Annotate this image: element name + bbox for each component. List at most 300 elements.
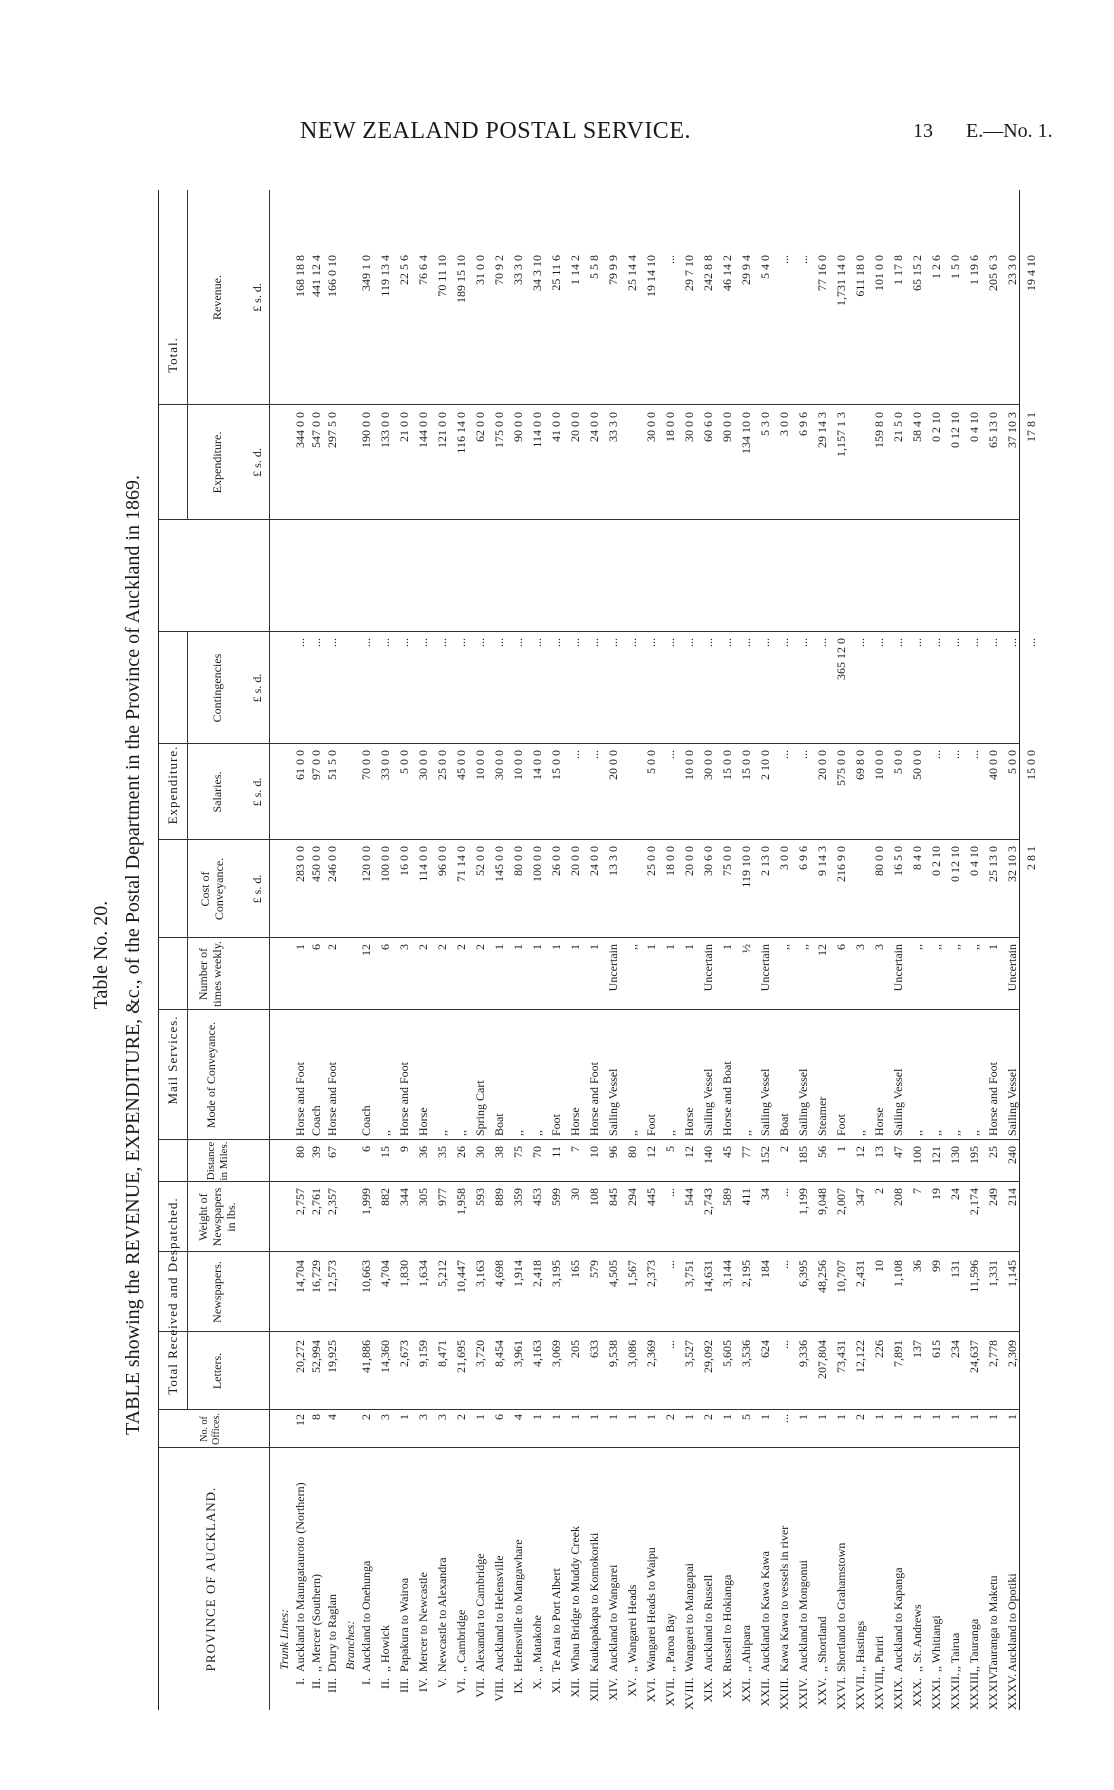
cell-mode: Horse and Boat: [720, 1061, 734, 1136]
cell-times: Uncertain: [1005, 944, 1019, 992]
cell-mode: Sailing Vessel: [758, 1068, 772, 1136]
cell-route: ,, Cambridge: [454, 1609, 468, 1672]
cell-times: 1: [492, 944, 506, 950]
cell-sal: 10 0 0: [473, 750, 487, 780]
cell-dist: 12: [644, 1146, 658, 1158]
cell-exp: 24 0 0: [587, 412, 601, 442]
cell-exp: 159 8 0: [872, 412, 886, 448]
cell-news: 1,145: [1005, 1260, 1019, 1287]
cell-sal: 14 0 0: [530, 750, 544, 780]
cell-let: 8,454: [492, 1340, 506, 1367]
cell-rev: 1 19 6: [967, 255, 981, 285]
newspapers-header: Newspapers.: [210, 1261, 224, 1323]
cell-n: XII.: [568, 1678, 582, 1698]
cell-cont: ...: [739, 638, 753, 647]
cell-exp: 33 3 0: [606, 412, 620, 442]
cell-off: 1: [815, 1414, 829, 1420]
cell-rev: 25 14 4: [625, 255, 639, 291]
table-row: [948, 190, 963, 1710]
table-row: [511, 190, 526, 1710]
cell-off: 2: [359, 1414, 373, 1420]
cell-sal: 70 0 0: [359, 750, 373, 780]
cell-wt: 411: [739, 1188, 753, 1206]
expenditure-group-header: Expenditure.: [165, 745, 180, 825]
cell-mode: Foot: [834, 1113, 848, 1136]
cell-rev: 76 6 4: [416, 255, 430, 285]
cell-exp: 21 5 0: [891, 412, 905, 442]
table-row: [530, 190, 545, 1710]
cell-route: ,, Mercer (Southern): [309, 1574, 323, 1672]
cell-off: 1: [530, 1414, 544, 1420]
table-row: [701, 190, 716, 1710]
cell-cost: 100 0 0: [378, 846, 392, 882]
cell-sal: 25 0 0: [435, 750, 449, 780]
cell-wt: 453: [530, 1188, 544, 1206]
page-number: 13: [913, 120, 933, 142]
expenditure-header: Expenditure.: [210, 431, 224, 494]
cell-wt: 359: [511, 1188, 525, 1206]
cell-route: Wangarei to Mangapai: [682, 1563, 696, 1672]
cell-exp: 6 9 6: [796, 412, 810, 436]
cell-exp: 134 10 0: [739, 412, 753, 454]
cell-cont: ...: [473, 638, 487, 647]
cell-off: 1: [625, 1414, 639, 1420]
cell-let: 226: [872, 1340, 886, 1358]
cell-wt: 294: [625, 1188, 639, 1206]
cell-times: 1: [986, 944, 1000, 950]
cell-mode: Horse: [682, 1107, 696, 1136]
cell-dist: 75: [511, 1146, 525, 1158]
cell-sal: ...: [948, 750, 962, 759]
cell-off: 1: [644, 1414, 658, 1420]
cell-rev: 23 3 0: [1005, 255, 1019, 285]
cell-news: 2,418: [530, 1260, 544, 1287]
cell-dist: 10: [587, 1146, 601, 1158]
cell-n: III.: [397, 1678, 411, 1693]
cell-sal: 15 0 0: [720, 750, 734, 780]
cell-cont: ...: [701, 638, 715, 647]
cell-off: 1: [910, 1414, 924, 1420]
cell-mode: ,,: [929, 1130, 943, 1136]
table-row: [796, 190, 811, 1710]
cell-n: XVII.: [663, 1678, 677, 1707]
cell-mode: Spring Cart: [473, 1080, 487, 1136]
cell-sal: 20 0 0: [606, 750, 620, 780]
cell-let: 5,605: [720, 1340, 734, 1367]
cell-n: VIII.: [492, 1678, 506, 1702]
contingencies-header: Contingencies: [210, 653, 224, 723]
cell-wt: 34: [758, 1188, 772, 1200]
cell-sal: 15 0 0: [549, 750, 563, 780]
cell-wt: ...: [663, 1188, 677, 1197]
cell-cost: 25 0 0: [644, 846, 658, 876]
cell-let: 24,637: [967, 1340, 981, 1373]
cell-times: 1: [549, 944, 563, 950]
cell-dist: 35: [435, 1146, 449, 1158]
cell-cont: ...: [910, 638, 924, 647]
mode-header: Mode of Conveyance.: [204, 1021, 218, 1129]
cell-n: I.: [359, 1678, 373, 1685]
cell-off: 2: [663, 1414, 677, 1420]
cell-news: 2,195: [739, 1260, 753, 1287]
cell-cont: ...: [359, 638, 373, 647]
cell-cost: 9 14 3: [815, 846, 829, 876]
cell-cost: 52 0 0: [473, 846, 487, 876]
cell-cost: 2 8 1: [1024, 846, 1038, 870]
cell-news: 14,631: [701, 1260, 715, 1293]
table-row: [758, 190, 773, 1710]
cell-let: 52,994: [309, 1340, 323, 1373]
cell-wt: 2: [872, 1188, 886, 1194]
cell-n: VII.: [473, 1678, 487, 1698]
cell-cost: 6 9 6: [796, 846, 810, 870]
lsd-header: £ s. d.: [250, 673, 264, 703]
cell-wt: 208: [891, 1188, 905, 1206]
cell-times: 1: [530, 944, 544, 950]
lsd-header: £ s. d.: [250, 777, 264, 807]
cost-header: Cost of Conveyance.: [198, 857, 226, 921]
cell-news: 1,914: [511, 1260, 525, 1287]
cell-dist: 240: [1005, 1146, 1019, 1164]
cell-n: X.: [530, 1678, 544, 1690]
group-rule: [187, 632, 188, 938]
table-row: [473, 190, 488, 1710]
cell-times: ,,: [967, 944, 981, 950]
cell-wt: 108: [587, 1188, 601, 1206]
cell-off: 1: [568, 1414, 582, 1420]
cell-times: 3: [853, 944, 867, 950]
cell-news: 11,596: [967, 1260, 981, 1293]
cell-wt: 593: [473, 1188, 487, 1206]
cell-rev: 19 4 10: [1024, 255, 1038, 291]
cell-dist: 11: [549, 1146, 563, 1158]
cell-off: 1: [587, 1414, 601, 1420]
cell-news: 4,505: [606, 1260, 620, 1287]
cell-times: 1: [682, 944, 696, 950]
cell-rev: 166 0 10: [325, 255, 339, 297]
cell-dist: 195: [967, 1146, 981, 1164]
cell-cost: 119 10 0: [739, 846, 753, 888]
cell-dist: 130: [948, 1146, 962, 1164]
cell-dist: 77: [739, 1146, 753, 1158]
cell-times: 1: [587, 944, 601, 950]
cell-exp: 90 0 0: [511, 412, 525, 442]
cell-news: 10,707: [834, 1260, 848, 1293]
cell-mode: Sailing Vessel: [796, 1068, 810, 1136]
cell-wt: 24: [948, 1188, 962, 1200]
cell-mode: ,,: [454, 1130, 468, 1136]
cell-exp: 1,157 1 3: [834, 412, 848, 457]
page-header: [0, 112, 1114, 152]
cell-sal: 69 8 0: [853, 750, 867, 780]
cell-off: 1: [967, 1414, 981, 1420]
cell-cost: 16 5 0: [891, 846, 905, 876]
cell-cont: ...: [325, 638, 339, 647]
times-header: Number of times weekly.: [196, 941, 224, 1007]
cell-mode: ,,: [530, 1130, 544, 1136]
cell-exp: 37 10 3: [1005, 412, 1019, 448]
cell-off: 1: [796, 1414, 810, 1420]
table-row: [644, 190, 659, 1710]
cell-mode: ,,: [739, 1130, 753, 1136]
cell-cont: ...: [397, 638, 411, 647]
cell-mode: ,,: [663, 1130, 677, 1136]
cell-off: 3: [378, 1414, 392, 1420]
cell-let: 615: [929, 1340, 943, 1358]
cell-news: 6,395: [796, 1260, 810, 1287]
table-row: [720, 190, 735, 1710]
cell-rev: ...: [777, 255, 791, 264]
cell-sal: 10 0 0: [872, 750, 886, 780]
cell-exp: 41 0 0: [549, 412, 563, 442]
cell-mode: Foot: [644, 1113, 658, 1136]
page-title: NEW ZEALAND POSTAL SERVICE.: [300, 118, 691, 144]
table-row: [454, 190, 469, 1710]
cell-off: 1: [473, 1414, 487, 1420]
cell-rev: 77 16 0: [815, 255, 829, 291]
cell-cost: 450 0 0: [309, 846, 323, 882]
cell-exp: 90 0 0: [720, 412, 734, 442]
cell-rev: 1,731 14 0: [834, 255, 848, 306]
cell-sal: 40 0 0: [986, 750, 1000, 780]
cell-n: IV.: [416, 1678, 430, 1693]
cell-cont: ...: [435, 638, 449, 647]
cell-mode: Boat: [492, 1113, 506, 1136]
cell-exp: 121 0 0: [435, 412, 449, 448]
cell-wt: 2,757: [293, 1188, 307, 1215]
cell-cont: ...: [549, 638, 563, 647]
cell-times: 3: [872, 944, 886, 950]
cell-dist: 6: [359, 1146, 373, 1152]
cell-mode: Horse and Foot: [397, 1062, 411, 1136]
cell-cont: ...: [967, 638, 981, 647]
section-label: Trunk Lines:: [277, 1608, 291, 1670]
cell-route: Shortland to Grahamstown: [834, 1542, 848, 1672]
cell-news: 5,212: [435, 1260, 449, 1287]
cell-cost: 0 4 10: [967, 846, 981, 876]
cell-news: 48,256: [815, 1260, 829, 1293]
cell-route: Auckland to Helensville: [492, 1555, 506, 1672]
table-row: [910, 190, 925, 1710]
table-caption: TABLE showing the REVENUE, EXPENDITURE, &c., of the Postal Department in the Province of Auckland in 1869.: [122, 475, 144, 1435]
table-row: [1024, 190, 1039, 1710]
table-row: [325, 190, 340, 1710]
cell-cost: 75 0 0: [720, 846, 734, 876]
cell-times: Uncertain: [701, 944, 715, 992]
cell-route: ,, Hastings: [853, 1621, 867, 1672]
cell-off: 1: [720, 1414, 734, 1420]
cell-mode: Horse and Foot: [293, 1062, 307, 1136]
cell-news: ...: [663, 1260, 677, 1269]
cell-exp: 547 0 0: [309, 412, 323, 448]
cell-mode: Horse: [568, 1107, 582, 1136]
cell-cont: ...: [492, 638, 506, 647]
cell-mode: Foot: [549, 1113, 563, 1136]
cell-route: ,, Paroa Bay: [663, 1613, 677, 1672]
cell-off: 6: [492, 1414, 506, 1420]
cell-times: 1: [644, 944, 658, 950]
cell-sal: 5 0 0: [397, 750, 411, 774]
cell-dist: 70: [530, 1146, 544, 1158]
cell-sal: 97 0 0: [309, 750, 323, 780]
cell-cost: 20 0 0: [568, 846, 582, 876]
cell-route: Tauranga to Maketu: [986, 1575, 1000, 1672]
cell-rev: 5 5 8: [587, 255, 601, 279]
cell-cost: 100 0 0: [530, 846, 544, 882]
cell-route: Alexandra to Cambridge: [473, 1553, 487, 1672]
cell-dist: 9: [397, 1146, 411, 1152]
cell-times: ,,: [929, 944, 943, 950]
cell-sal: 61 0 0: [293, 750, 307, 780]
cell-let: 205: [568, 1340, 582, 1358]
cell-mode: Steamer: [815, 1096, 829, 1136]
cell-dist: 36: [416, 1146, 430, 1158]
cell-sal: 5 0 0: [891, 750, 905, 774]
cell-let: 2,309: [1005, 1340, 1019, 1367]
cell-cont: ...: [929, 638, 943, 647]
cell-off: 1: [606, 1414, 620, 1420]
cell-news: 4,698: [492, 1260, 506, 1287]
cell-let: 3,069: [549, 1340, 563, 1367]
cell-cont: ...: [606, 638, 620, 647]
cell-cont: ...: [663, 638, 677, 647]
table-number: Table No. 20.: [90, 900, 112, 1010]
cell-times: 12: [359, 944, 373, 956]
cell-dist: 80: [293, 1146, 307, 1158]
cell-let: 14,360: [378, 1340, 392, 1373]
table-row: [309, 190, 324, 1710]
table-row: [891, 190, 906, 1710]
cell-wt: 889: [492, 1188, 506, 1206]
cell-times: 1: [293, 944, 307, 950]
cell-sal: 51 5 0: [325, 750, 339, 780]
cell-mode: Sailing Vessel: [891, 1068, 905, 1136]
cell-off: 8: [309, 1414, 323, 1420]
cell-rev: 31 0 0: [473, 255, 487, 285]
cell-let: 12,122: [853, 1340, 867, 1373]
cell-news: 2,431: [853, 1260, 867, 1287]
cell-rev: 34 3 10: [530, 255, 544, 291]
cell-route: ,, Puriri: [872, 1635, 886, 1672]
revenue-header: Revenue.: [210, 275, 224, 320]
cell-dist: 5: [663, 1146, 677, 1152]
cell-cont: ...: [1005, 638, 1019, 647]
cell-news: 579: [587, 1260, 601, 1278]
table-row: [625, 190, 640, 1710]
cell-sal: 30 0 0: [492, 750, 506, 780]
cell-mode: ,,: [910, 1130, 924, 1136]
cell-let: 3,527: [682, 1340, 696, 1367]
cell-wt: 445: [644, 1188, 658, 1206]
cell-let: 7,891: [891, 1340, 905, 1367]
cell-mode: Horse: [872, 1107, 886, 1136]
cell-mode: Horse and Foot: [986, 1062, 1000, 1136]
weight-header: Weight of Newspapers in lbs.: [196, 1187, 238, 1247]
cell-cost: 24 0 0: [587, 846, 601, 876]
table-row: [359, 190, 374, 1710]
cell-dist: 25: [986, 1146, 1000, 1158]
cell-wt: 1,199: [796, 1188, 810, 1215]
cell-cont: ...: [872, 638, 886, 647]
cell-sal: 2 10 0: [758, 750, 772, 780]
cell-rev: 22 5 6: [397, 255, 411, 285]
cell-news: 3,163: [473, 1260, 487, 1287]
cell-dist: 185: [796, 1146, 810, 1164]
cell-news: 4,704: [378, 1260, 392, 1287]
cell-times: 1: [663, 944, 677, 950]
cell-let: 9,336: [796, 1340, 810, 1367]
cell-cost: 18 0 0: [663, 846, 677, 876]
cell-sal: ...: [967, 750, 981, 759]
cell-wt: 1,999: [359, 1188, 373, 1215]
cell-wt: 305: [416, 1188, 430, 1206]
cell-route: Auckland to Opotiki: [1005, 1573, 1019, 1672]
cell-sal: 20 0 0: [815, 750, 829, 780]
lsd-header: £ s. d.: [250, 283, 264, 312]
total-group-header: Total.: [165, 337, 180, 373]
cell-off: 12: [293, 1414, 307, 1426]
cell-times: 1: [511, 944, 525, 950]
cell-n: XXIII.: [777, 1677, 791, 1710]
cell-cont: ...: [309, 638, 323, 647]
table-row: [435, 190, 450, 1710]
cell-news: 3,144: [720, 1260, 734, 1287]
cell-exp: 0 12 10: [948, 412, 962, 448]
cell-cost: 80 0 0: [872, 846, 886, 876]
cell-route: Helensville to Mangawhare: [511, 1539, 525, 1672]
cell-wt: 2,761: [309, 1188, 323, 1215]
cell-mode: Sailing Vessel: [606, 1068, 620, 1136]
cell-cont: ...: [796, 638, 810, 647]
cell-cost: 120 0 0: [359, 846, 373, 882]
cell-sal: 15 0 0: [739, 750, 753, 780]
cell-cost: 26 0 0: [549, 846, 563, 876]
cell-exp: 5 3 0: [758, 412, 772, 436]
cell-times: 6: [834, 944, 848, 950]
cell-times: ,,: [777, 944, 791, 950]
cell-cost: 32 10 3: [1005, 846, 1019, 882]
cell-n: XI.: [549, 1678, 563, 1694]
cell-cost: 25 13 0: [986, 846, 1000, 882]
cell-route: Kaukapakapa to Komokoriki: [587, 1532, 601, 1672]
cell-route: Auckland to Onehunga: [359, 1560, 373, 1672]
cell-times: ,,: [948, 944, 962, 950]
cell-dist: 12: [682, 1146, 696, 1158]
cell-n: XXXIII.: [967, 1669, 981, 1710]
cell-cost: 246 0 0: [325, 846, 339, 882]
table-row: [606, 190, 621, 1710]
cell-route: ,, Howick: [378, 1625, 392, 1672]
cell-route: Mercer to Newcastle: [416, 1572, 430, 1672]
cell-route: ,, St. Andrews: [910, 1604, 924, 1672]
cell-dist: 38: [492, 1146, 506, 1158]
cell-mode: ,,: [948, 1130, 962, 1136]
rotated-table-page: [90, 180, 1038, 1730]
cell-cost: 216 9 0: [834, 846, 848, 882]
cell-rev: 79 9 9: [606, 255, 620, 285]
cell-sal: 5 0 0: [644, 750, 658, 774]
cell-sal: 575 0 0: [834, 750, 848, 786]
cell-n: XXIV.: [796, 1678, 810, 1710]
cell-wt: 2,743: [701, 1188, 715, 1215]
cell-off: 2: [853, 1414, 867, 1420]
cell-rev: 19 14 10: [644, 255, 658, 297]
cell-let: 4,163: [530, 1340, 544, 1367]
cell-rev: 189 15 10: [454, 255, 468, 303]
cell-cont: ...: [568, 638, 582, 647]
cell-off: 1: [948, 1414, 962, 1420]
total-received-header: Total Received and Despatched.: [165, 1197, 180, 1395]
